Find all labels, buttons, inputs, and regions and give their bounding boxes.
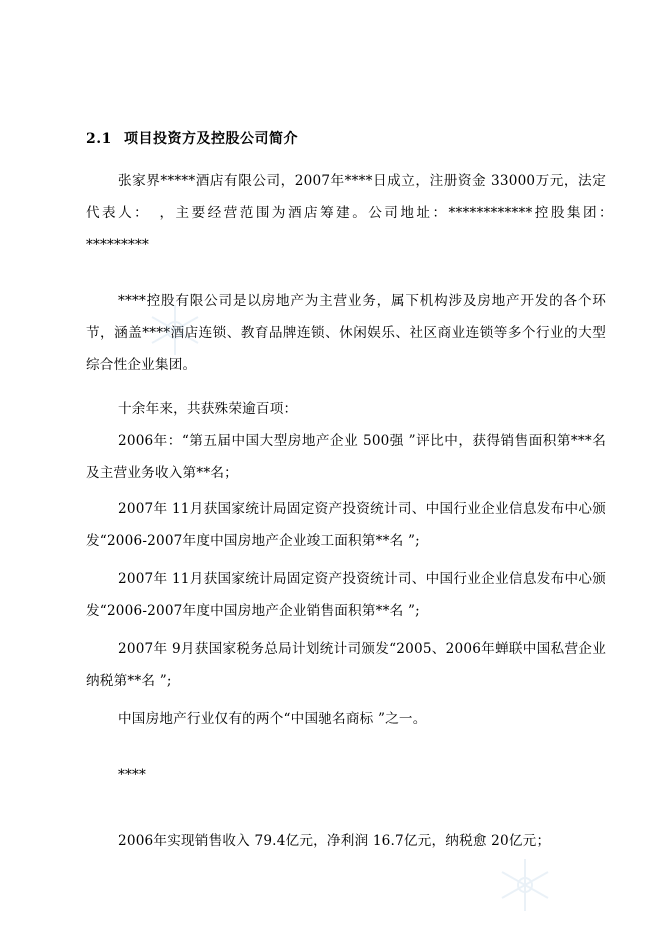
paragraph-honor-2007-tax: 2007年 9月获国家税务总局计划统计司颁发“2005、2006年蝉联中国私营企业纳税第**名 ”; [86,641,606,689]
paragraph-company-info: 张家界*****酒店有限公司，2007年****日成立，注册资金 33000万元，法定代表人： ，主要经营范围为酒店筹建。公司地址：************控股集团： ********* [86,173,620,253]
paragraph-group-intro: ****控股有限公司是以房地产为主营业务，属下机构涉及房地产开发的各个环节，涵盖****酒店连锁、教育品牌连锁、休闲娱乐、社区商业连锁等多个行业的大型综合性企业集团。 [86,293,606,373]
paragraph-honor-2007-sales: 2007年 11月获国家统计局固定资产投资统计司、中国行业企业信息发布中心颁发“2006-2007年度中国房地产企业销售面积第**名 ”; [86,571,606,619]
paragraph-revenue-2006: 2006年实现销售收入 79.4亿元，净利润 16.7亿元，纳税愈 20亿元； [118,833,551,849]
paragraph-masked: **** [118,767,146,783]
paragraph-honor-2006: 2006年：“第五届中国大型房地产企业 500强 ”评比中，获得销售面积第***名及主营业务收入第**名； [86,433,606,481]
section-number: 2.1 [86,131,112,147]
section-heading [86,128,298,148]
paragraph-honor-2007-completion: 2007年 11月获国家统计局固定资产投资统计司、中国行业企业信息发布中心颁发“2006-2007年度中国房地产企业竣工面积第**名 ”; [86,501,606,549]
snowflake-watermark-icon [140,300,210,360]
section-title: 项目投资方及控股公司简介 [124,131,298,147]
paragraph-honors-intro: 十余年来，共获殊荣逾百项： [118,401,298,417]
snowflake-watermark-icon [495,855,555,915]
paragraph-trademark: 中国房地产行业仅有的两个“中国驰名商标 ”之一。 [118,711,427,727]
